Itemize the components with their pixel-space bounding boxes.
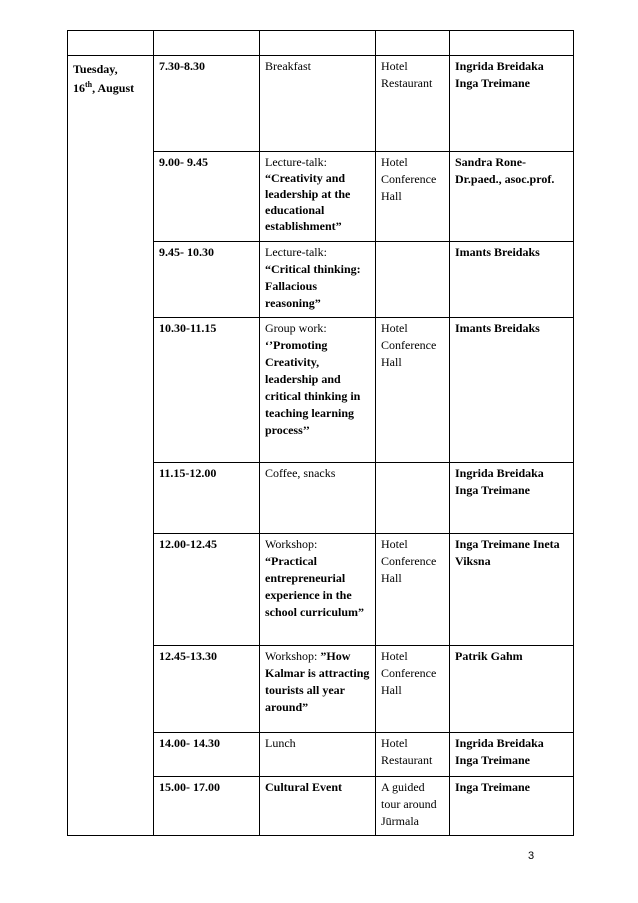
activity-cell bbox=[260, 534, 376, 646]
time-cell: 14.00- 14.30 bbox=[154, 733, 260, 777]
activity-cell bbox=[260, 646, 376, 733]
activity-type: Lecture-talk: bbox=[265, 245, 327, 259]
person-cell: Sandra Rone- Dr.paed., asoc.prof. bbox=[450, 152, 574, 242]
activity-type: Coffee, snacks bbox=[265, 466, 336, 480]
table-row bbox=[68, 56, 574, 152]
venue-cell: Hotel Restaurant bbox=[376, 733, 450, 777]
time-cell: 12.00-12.45 bbox=[154, 534, 260, 646]
venue-cell: A guided tour around Jūrmala bbox=[376, 777, 450, 836]
activity-cell bbox=[260, 733, 376, 777]
activity-type: Breakfast bbox=[265, 59, 311, 73]
activity-title: ‘’Promoting Creativity, leadership and critical thinking in teaching learning process’’ bbox=[265, 338, 361, 437]
venue-cell: Hotel Conference Hall bbox=[376, 318, 450, 463]
header-cell bbox=[450, 31, 574, 56]
person-cell: Imants Breidaks bbox=[450, 318, 574, 463]
venue-cell bbox=[376, 463, 450, 534]
activity-cell bbox=[260, 242, 376, 318]
person-cell: Ingrida Breidaka Inga Treimane bbox=[450, 56, 574, 152]
activity-title: “Critical thinking: Fallacious reasoning” bbox=[265, 262, 361, 310]
activity-type: Group work: bbox=[265, 321, 327, 335]
time-cell: 9.45- 10.30 bbox=[154, 242, 260, 318]
person-cell: Inga Treimane bbox=[450, 777, 574, 836]
table-header-row bbox=[68, 31, 574, 56]
time-cell: 9.00- 9.45 bbox=[154, 152, 260, 242]
activity-title: “Practical entrepreneurial experience in the school curriculum” bbox=[265, 554, 364, 619]
time-cell: 12.45-13.30 bbox=[154, 646, 260, 733]
activity-type: Workshop: bbox=[265, 537, 318, 551]
activity-cell bbox=[260, 318, 376, 463]
day-cell bbox=[68, 56, 154, 836]
person-cell: Ingrida Breidaka Inga Treimane bbox=[450, 463, 574, 534]
venue-cell: Hotel Conference Hall bbox=[376, 152, 450, 242]
activity-cell bbox=[260, 152, 376, 242]
venue-cell bbox=[376, 242, 450, 318]
schedule-table bbox=[67, 30, 574, 836]
time-cell: 15.00- 17.00 bbox=[154, 777, 260, 836]
day-date: 16th, August bbox=[73, 80, 135, 95]
venue-cell: Hotel Conference Hall bbox=[376, 534, 450, 646]
page-number: 3 bbox=[528, 850, 535, 862]
activity-type: Workshop: bbox=[265, 649, 318, 663]
time-cell: 10.30-11.15 bbox=[154, 318, 260, 463]
person-cell: Patrik Gahm bbox=[450, 646, 574, 733]
person-cell: Imants Breidaks bbox=[450, 242, 574, 318]
activity-type: Lunch bbox=[265, 736, 296, 750]
venue-cell: Hotel Restaurant bbox=[376, 56, 450, 152]
activity-cell bbox=[260, 463, 376, 534]
person-cell: Inga Treimane Ineta Viksna bbox=[450, 534, 574, 646]
activity-title: Cultural Event bbox=[265, 780, 343, 794]
header-cell bbox=[154, 31, 260, 56]
activity-type: Lecture-talk: bbox=[265, 155, 327, 169]
activity-title: “Creativity and leadership at the educational establishment” bbox=[265, 171, 351, 233]
activity-cell bbox=[260, 56, 376, 152]
time-cell: 11.15-12.00 bbox=[154, 463, 260, 534]
venue-cell: Hotel Conference Hall bbox=[376, 646, 450, 733]
activity-cell bbox=[260, 777, 376, 836]
activity-title: ”How Kalmar is attracting tourists all year around” bbox=[265, 649, 370, 714]
header-cell bbox=[376, 31, 450, 56]
header-cell bbox=[68, 31, 154, 56]
person-cell: Ingrida Breidaka Inga Treimane bbox=[450, 733, 574, 777]
time-cell: 7.30-8.30 bbox=[154, 56, 260, 152]
day-name: Tuesday, bbox=[73, 62, 118, 76]
header-cell bbox=[260, 31, 376, 56]
